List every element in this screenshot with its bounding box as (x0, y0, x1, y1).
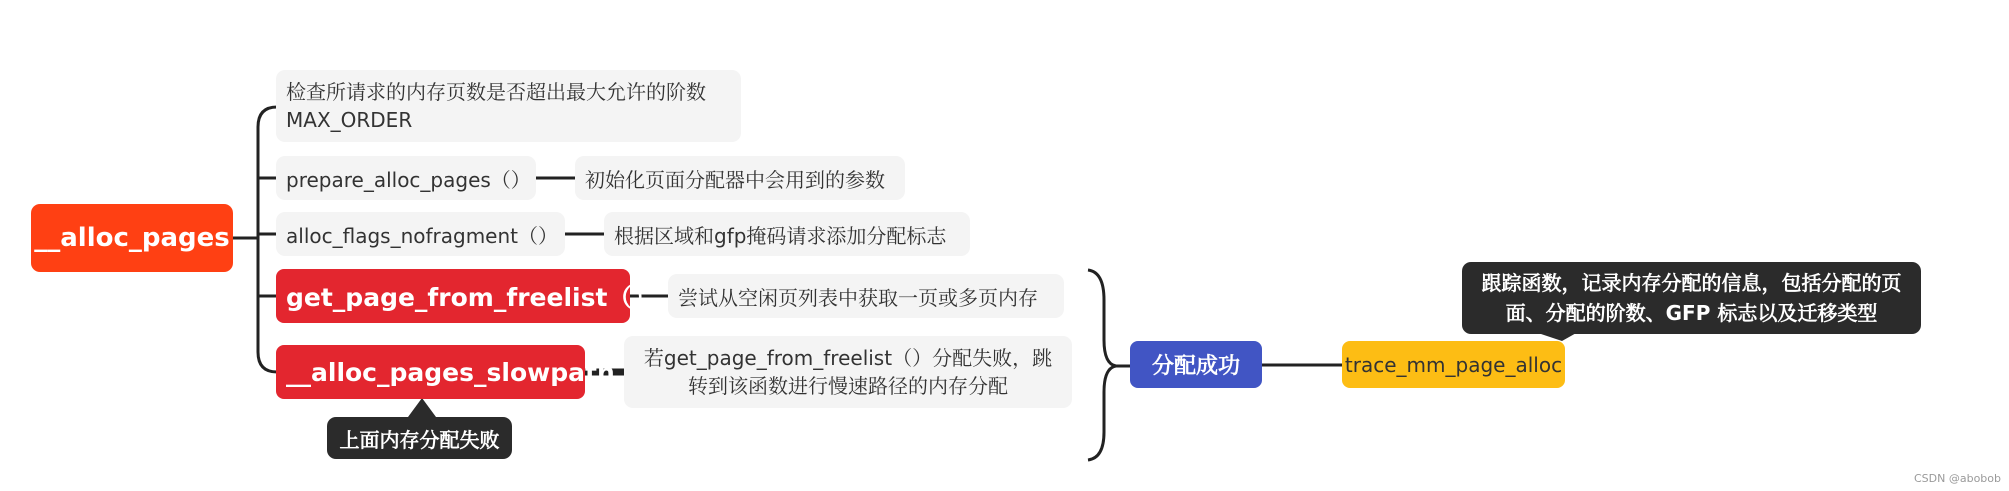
fail-callout: 上面内存分配失败 (327, 417, 512, 459)
desc-alloc-flags-nofragment: 根据区域和gfp掩码请求添加分配标志 (604, 212, 970, 256)
fail-callout-pointer (408, 398, 436, 417)
step-check-max-order[interactable]: 检查所请求的内存页数是否超出最大允许的阶数 MAX_ORDER (276, 70, 741, 142)
step-get-page-from-freelist[interactable]: get_page_from_freelist（） (276, 269, 630, 323)
desc-alloc-pages-slowpath: 若get_page_from_freelist（）分配失败，跳转到该函数进行慢速路径的内存分配 (624, 336, 1072, 408)
step-alloc-pages-slowpath[interactable]: __alloc_pages_slowpath (276, 345, 585, 399)
steps-bracket (258, 107, 277, 372)
watermark: CSDN @abobob (1913, 472, 2001, 485)
trace-callout: 跟踪函数，记录内存分配的信息，包括分配的页面、分配的阶数、GFP 标志以及迁移类型 (1462, 262, 1921, 334)
result-node[interactable]: 分配成功 (1130, 341, 1262, 388)
desc-prepare-alloc-pages: 初始化页面分配器中会用到的参数 (575, 156, 905, 200)
root-node[interactable]: __alloc_pages (31, 204, 233, 272)
result-brace (1088, 270, 1116, 460)
step-prepare-alloc-pages[interactable]: prepare_alloc_pages（） (276, 156, 536, 200)
desc-get-page-from-freelist: 尝试从空闲页列表中获取一页或多页内存 (668, 274, 1064, 318)
trace-node[interactable]: trace_mm_page_alloc (1342, 341, 1565, 388)
step-alloc-flags-nofragment[interactable]: alloc_flags_nofragment（） (276, 212, 565, 256)
